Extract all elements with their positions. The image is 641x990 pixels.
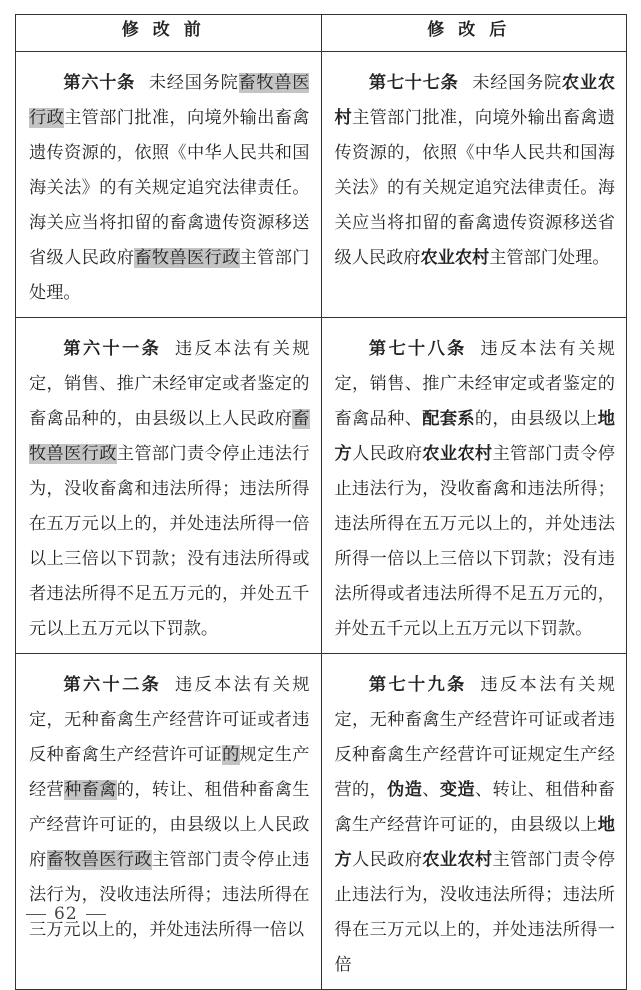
- article-row: [16, 654, 627, 990]
- bold-text: 农业农村: [334, 73, 615, 128]
- bold-text: 地方: [334, 815, 615, 870]
- text-segment: 、: [422, 780, 440, 800]
- before-cell: [16, 654, 322, 990]
- text-segment: 违反本法有关规定，销售、推广未经审定或者鉴定的畜禽品种的，由县级以上人民政府: [29, 339, 310, 429]
- article-body: [335, 675, 616, 975]
- text-segment: 、转让、租借种畜禽生产经营许可证的，由县级以上: [334, 780, 615, 835]
- highlighted-text: 畜牧兽医行政: [29, 73, 310, 128]
- bold-text: 农业农村: [420, 248, 490, 268]
- text-segment: 未经国务院: [472, 73, 562, 93]
- highlighted-text: 的: [222, 745, 240, 765]
- article-body: [335, 339, 616, 639]
- header-row: [16, 15, 627, 52]
- text-segment: 违反本法有关规定，无种畜禽生产经营许可证或者违反种畜禽生产经营许可证规定生产经营的，: [334, 675, 615, 800]
- text-segment: 主管部门处理。: [489, 248, 610, 268]
- text-segment: 主管部门责令停止违法行为，没收畜禽和违法所得；违法所得在五万元以上的，并处违法所得一倍以上三倍以下罚款；没有违法所得或者违法所得不足五万元的，并处五千元以上五万元以下罚款。: [29, 444, 310, 639]
- article-number: 第七十八条: [368, 339, 467, 359]
- highlighted-text: 畜牧兽医行政: [134, 248, 240, 268]
- bold-text: 农业农村: [422, 444, 493, 464]
- page-number: [18, 904, 114, 924]
- article-body: [29, 675, 310, 940]
- article-body: [335, 73, 616, 268]
- after-cell: [321, 654, 627, 990]
- comparison-page: [15, 14, 626, 990]
- dash-right: [86, 914, 106, 915]
- highlighted-text: 畜牧兽医行政: [29, 409, 310, 464]
- text-segment: 违反本法有关规定，销售、推广未经审定或者鉴定的畜禽品种、: [334, 339, 615, 429]
- after-cell: [321, 318, 627, 654]
- article-body: [29, 339, 310, 639]
- highlighted-text: 畜牧兽医行政: [46, 850, 152, 870]
- article-text: [335, 668, 616, 983]
- text-segment: 规定生产经营: [29, 745, 310, 800]
- article-text: [29, 66, 310, 311]
- text-segment: 主管部门责令停止违法行为，没收违法所得；违法所得在三万元以上的，并处违法所得一倍以: [29, 850, 310, 940]
- article-number: 第六十条: [63, 73, 136, 93]
- bold-text: 伪造: [387, 780, 423, 800]
- bold-text: 农业农村: [422, 850, 493, 870]
- article-row: [16, 52, 627, 318]
- before-cell: [16, 318, 322, 654]
- text-segment: 主管部门批准，向境外输出畜禽遗传资源的，依照《中华人民共和国海关法》的有关规定追究法律责任。海关应当将扣留的畜禽遗传资源移送省级人民政府: [334, 108, 615, 268]
- text-segment: 人民政府: [352, 850, 423, 870]
- article-text: [335, 332, 616, 647]
- after-cell: [321, 52, 627, 318]
- before-cell: [16, 52, 322, 318]
- article-row: [16, 318, 627, 654]
- text-segment: 的，转让、租借种畜禽生产经营许可证的，由县级以上人民政府: [29, 780, 310, 870]
- article-number: 第七十七条: [368, 73, 459, 93]
- text-segment: 主管部门责令停止违法行为，没收违法所得；违法所得在三万元以上的，并处违法所得一倍: [334, 850, 615, 975]
- text-segment: 未经国务院: [148, 73, 239, 93]
- article-body: [29, 73, 310, 303]
- article-number: 第六十一条: [63, 339, 162, 359]
- article-number: 第七十九条: [368, 675, 467, 695]
- comparison-table: [15, 14, 627, 990]
- article-number: 第六十二条: [63, 675, 162, 695]
- page-number-text: 62: [54, 904, 78, 924]
- text-segment: 的，由县级以上: [474, 409, 598, 429]
- text-segment: 违反本法有关规定，无种畜禽生产经营许可证或者违反种畜禽生产经营许可证: [29, 675, 310, 765]
- text-segment: 人民政府: [352, 444, 423, 464]
- bold-text: 配套系: [422, 409, 475, 429]
- bold-text: 地方: [334, 409, 615, 464]
- dash-left: [26, 914, 46, 915]
- bold-text: 变造: [439, 780, 475, 800]
- header-after: 修改后: [321, 15, 627, 52]
- text-segment: 主管部门责令停止违法行为，没收畜禽和违法所得；违法所得在五万元以上的，并处违法所得一倍以上三倍以下罚款；没有违法所得或者违法所得不足五万元的，并处五千元以上五万元以下罚款。: [334, 444, 615, 639]
- article-text: [29, 332, 310, 647]
- highlighted-text: 种畜禽: [64, 780, 117, 800]
- text-segment: 主管部门处理。: [29, 248, 310, 303]
- header-before: 修改前: [16, 15, 322, 52]
- article-text: [335, 66, 616, 276]
- text-segment: 主管部门批准，向境外输出畜禽遗传资源的，依照《中华人民共和国海关法》的有关规定追究法律责任。海关应当将扣留的畜禽遗传资源移送省级人民政府: [29, 108, 310, 268]
